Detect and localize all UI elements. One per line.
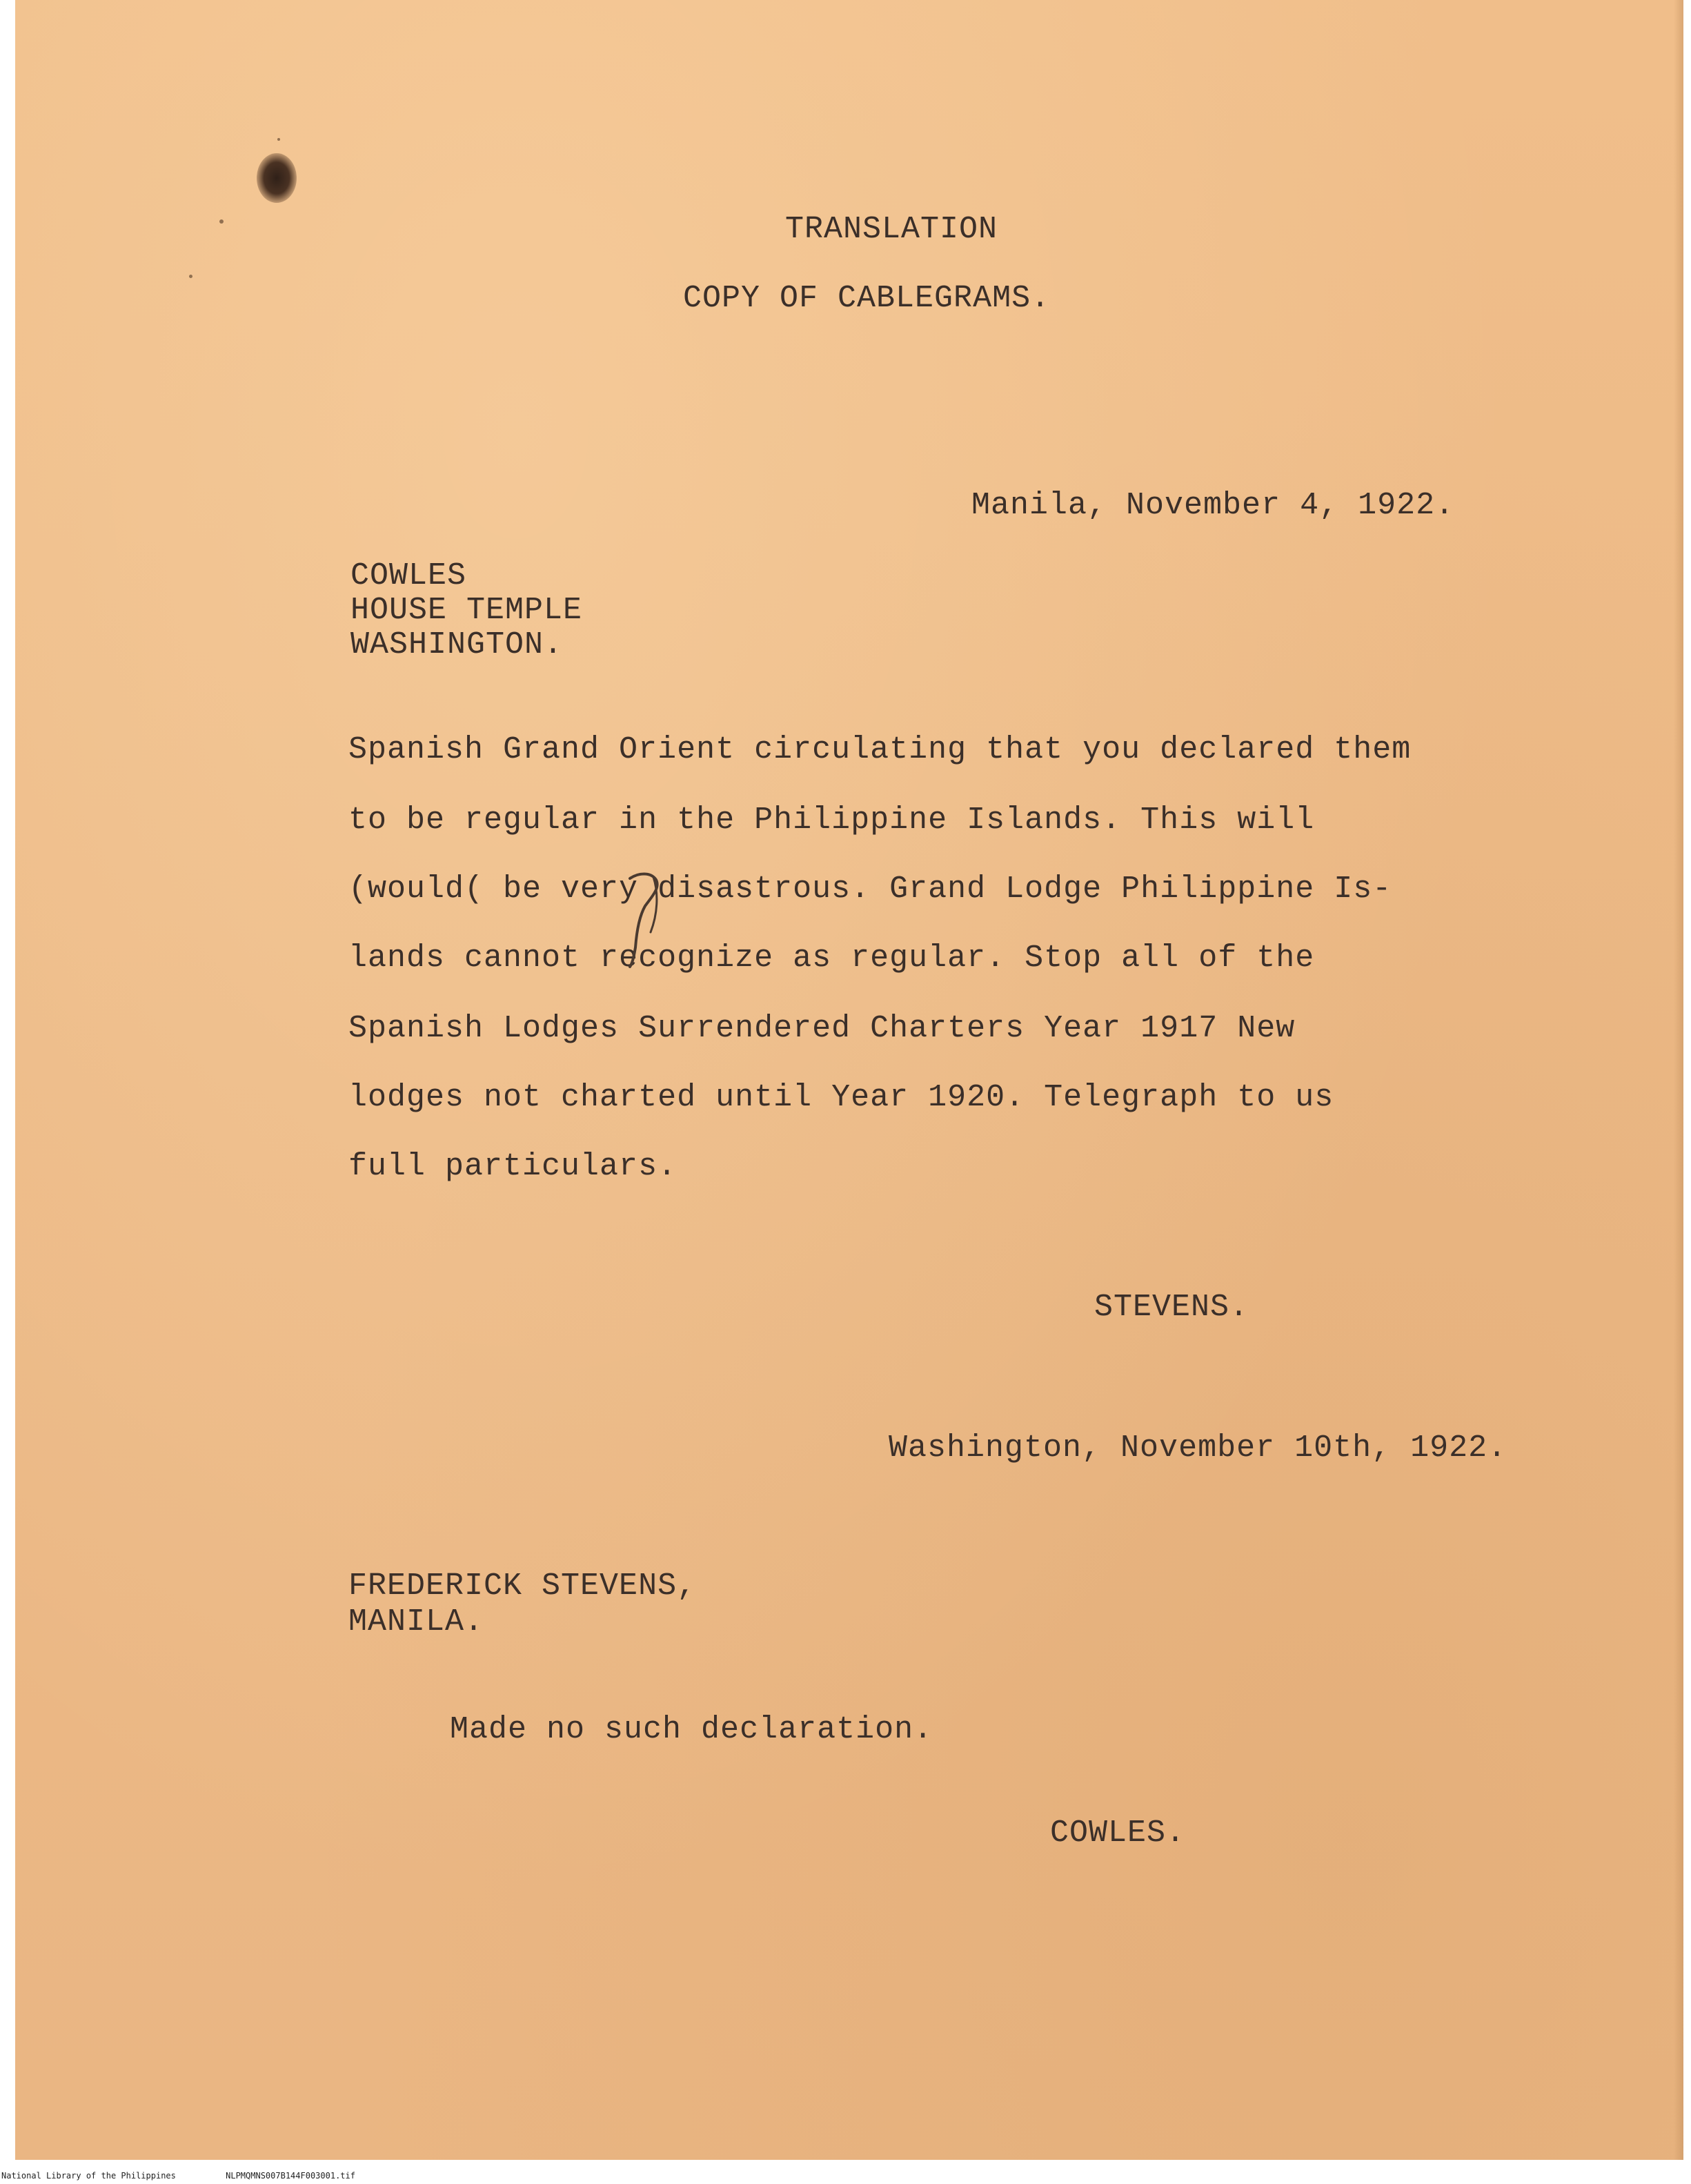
cable2-body: Made no such declaration. <box>450 1712 933 1747</box>
cable1-body-line: lands cannot recognize as regular. Stop all of the <box>348 941 1315 976</box>
cable2-addressee-line: FREDERICK STEVENS, <box>348 1568 697 1604</box>
cable1-addressee-line: COWLES <box>350 558 467 593</box>
cable1-body-line: Spanish Lodges Surrendered Charters Year 1917 New <box>348 1011 1296 1046</box>
cable1-body-line: to be regular in the Philippine Islands. This will <box>348 803 1315 838</box>
archive-footer-text <box>1 2171 355 2181</box>
cable2-place-date: Washington, November 10th, 1922. <box>889 1430 1507 1466</box>
cable1-addressee-line: WASHINGTON. <box>350 627 564 662</box>
paper-speck <box>219 219 224 224</box>
archive-footer <box>0 2160 1691 2184</box>
cable1-signature: STEVENS. <box>1094 1290 1249 1325</box>
paper-edge-shadow <box>1674 0 1683 2160</box>
cable1-body-line: full particulars. <box>348 1149 678 1184</box>
paper-speck <box>277 138 280 141</box>
cable2-signature: COWLES. <box>1050 1816 1186 1851</box>
cable1-place-date: Manila, November 4, 1922. <box>971 488 1455 523</box>
paper-speck <box>189 275 192 278</box>
archive-filename: NLPMQMNS007B144F003001.tif <box>226 2171 355 2181</box>
cable1-body-line: (would( be very disastrous. Grand Lodge Philippine Is- <box>348 872 1392 907</box>
cable2-addressee-line: MANILA. <box>348 1604 484 1640</box>
handwritten-correction-mark <box>617 866 673 970</box>
cable1-addressee-line: HOUSE TEMPLE <box>350 593 583 628</box>
cable1-body-line: Spanish Grand Orient circulating that you declared them <box>348 732 1412 767</box>
archive-name: National Library of the Philippines <box>1 2171 176 2181</box>
heading-translation: TRANSLATION <box>785 212 998 247</box>
subheading-copy-of-cablegrams: COPY OF CABLEGRAMS. <box>683 281 1051 316</box>
ink-stain <box>257 153 297 203</box>
cable1-body-line: lodges not charted until Year 1920. Telegraph to us <box>348 1080 1334 1115</box>
